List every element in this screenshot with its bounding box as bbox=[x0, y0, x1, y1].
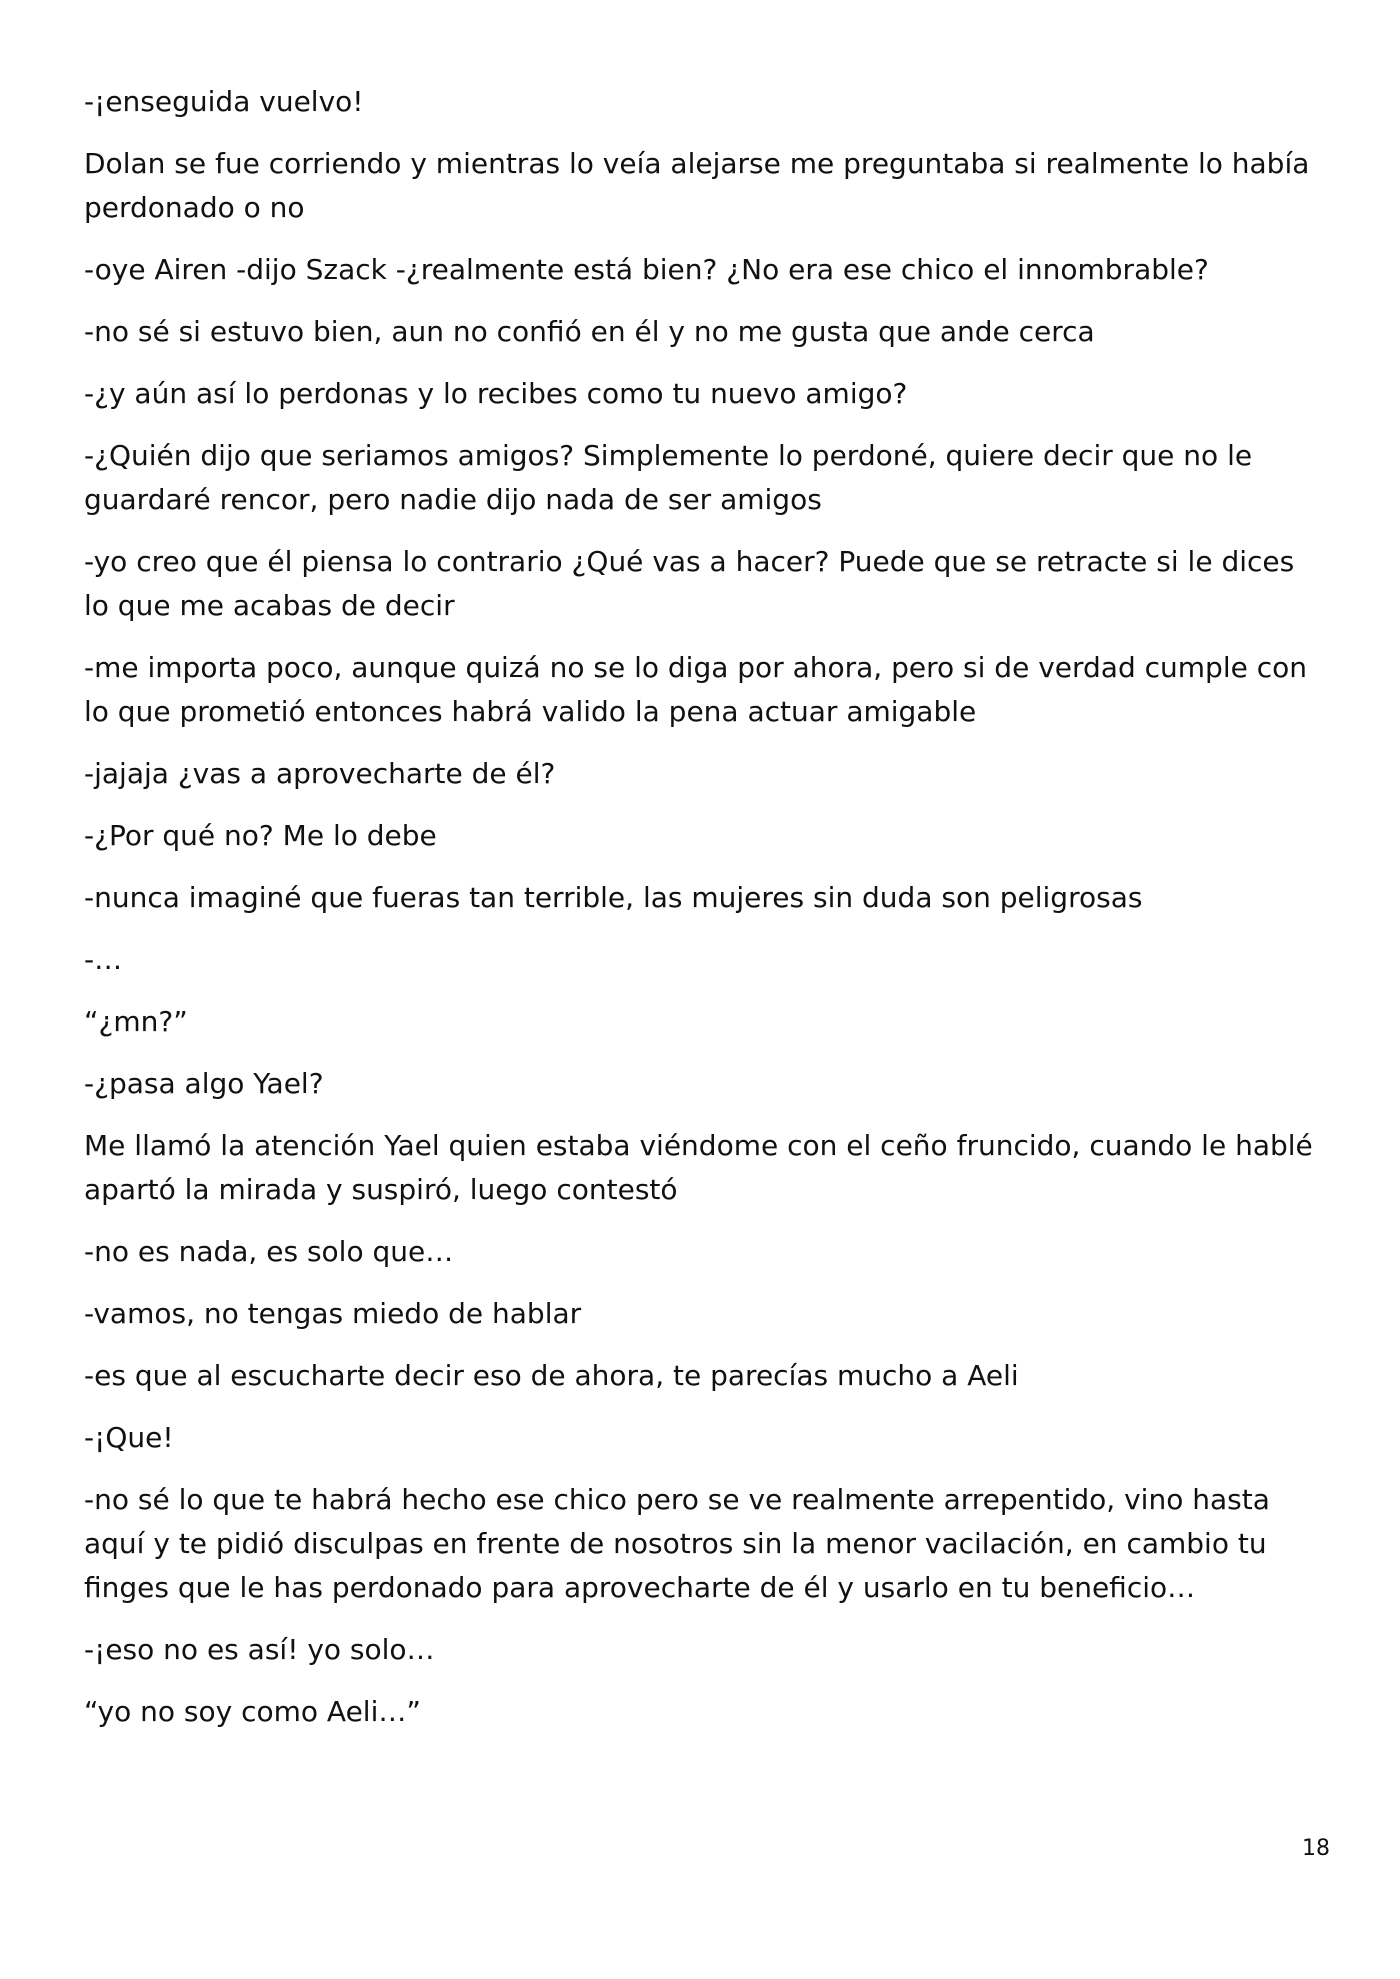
paragraph: -¡Que! bbox=[84, 1421, 174, 1454]
page-number: 18 bbox=[1302, 1836, 1330, 1861]
paragraph: -¿Por qué no? Me lo debe bbox=[84, 819, 437, 852]
paragraph: -… bbox=[84, 943, 123, 976]
paragraph: -vamos, no tengas miedo de hablar bbox=[84, 1297, 582, 1330]
paragraph: Me llamó la atención Yael quien estaba viéndome con el ceño fruncido, cuando le hablé apartó la mirada y suspiró, luego contestó bbox=[84, 1129, 1313, 1206]
paragraph: Dolan se fue corriendo y mientras lo veía alejarse me preguntaba si realmente lo había perdonado o no bbox=[84, 147, 1310, 224]
paragraph: -¿Quién dijo que seriamos amigos? Simplemente lo perdoné, quiere decir que no le guardaré rencor, pero nadie dijo nada de ser amigos bbox=[84, 439, 1253, 516]
paragraph: -jajaja ¿vas a aprovecharte de él? bbox=[84, 757, 556, 790]
paragraph: -no es nada, es solo que… bbox=[84, 1235, 454, 1268]
paragraph: -me importa poco, aunque quizá no se lo diga por ahora, pero si de verdad cumple con lo que prometió entonces habrá valido la pena actuar amigable bbox=[84, 651, 1307, 728]
paragraph: -¡eso no es así! yo solo… bbox=[84, 1633, 435, 1666]
paragraph: -no sé lo que te habrá hecho ese chico pero se ve realmente arrepentido, vino hasta aquí y te pidió disculpas en frente de nosotros sin la menor vacilación, en cambio tu finges que le has perdonado para aprovecharte de él y usarlo en tu beneficio… bbox=[84, 1483, 1270, 1604]
paragraph: “¿mn?” bbox=[84, 1005, 188, 1038]
paragraph: -¿y aún así lo perdonas y lo recibes como tu nuevo amigo? bbox=[84, 377, 908, 410]
paragraph: “yo no soy como Aeli…” bbox=[84, 1695, 421, 1728]
paragraph: -oye Airen -dijo Szack -¿realmente está bien? ¿No era ese chico el innombrable? bbox=[84, 253, 1209, 286]
paragraph: -es que al escucharte decir eso de ahora, te parecías mucho a Aeli bbox=[84, 1359, 1019, 1392]
document-body bbox=[84, 80, 1324, 1752]
paragraph: -¡enseguida vuelvo! bbox=[84, 85, 364, 118]
paragraph: -no sé si estuvo bien, aun no confió en él y no me gusta que ande cerca bbox=[84, 315, 1095, 348]
paragraph: -¿pasa algo Yael? bbox=[84, 1067, 324, 1100]
paragraph: -yo creo que él piensa lo contrario ¿Qué vas a hacer? Puede que se retracte si le dices lo que me acabas de decir bbox=[84, 545, 1295, 622]
paragraph: -nunca imaginé que fueras tan terrible, las mujeres sin duda son peligrosas bbox=[84, 881, 1143, 914]
